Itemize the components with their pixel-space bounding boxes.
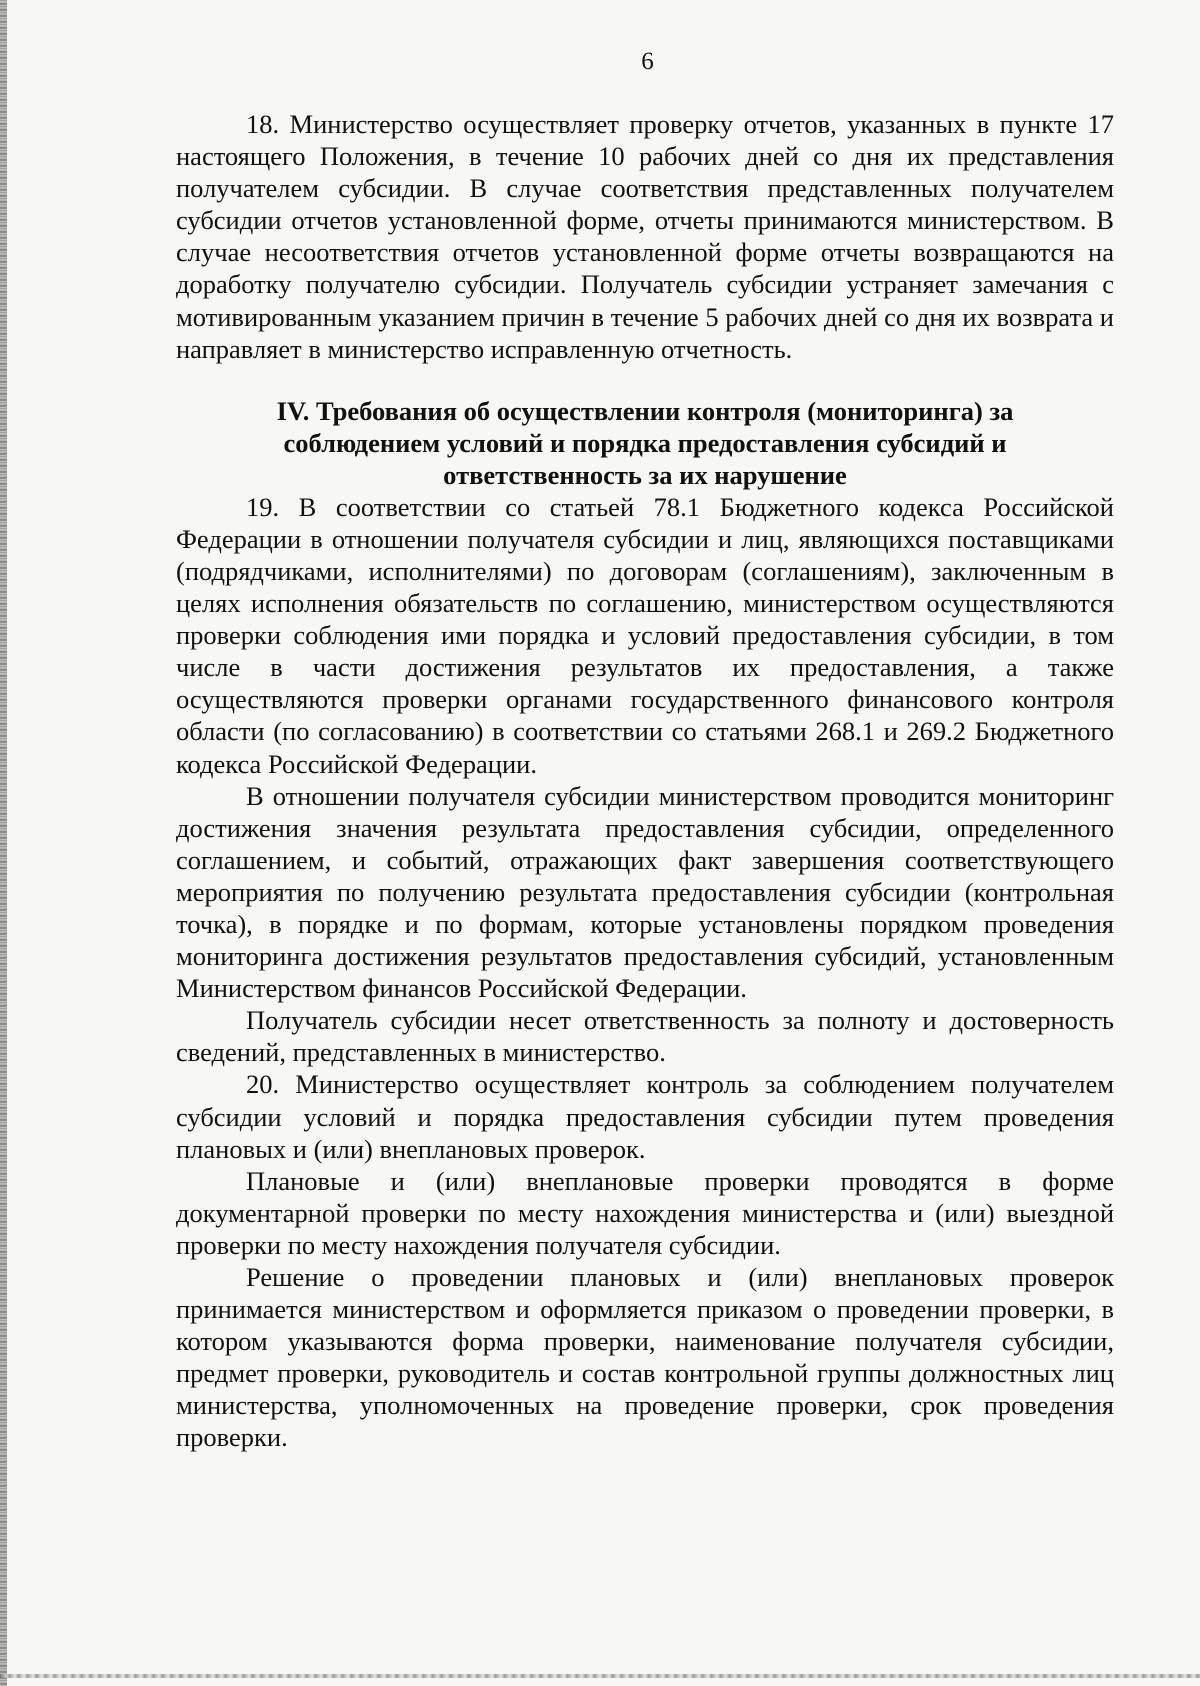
section-title-iv: IV. Требования об осуществлении контроля (мониторинга) за соблюдением условий и порядка предоставления субсидий и ответственность за их нарушение (276, 395, 1014, 490)
document-body (176, 108, 1114, 1454)
paragraph-inspection-decision: Решение о проведении плановых и (или) внеплановых проверок принимается министерством и оформляется приказом о проведении проверки, в котором указываются форма проверки, наименование получателя субсидии, предмет проверки, руководитель и состав контрольной группы должностных лиц министерства, уполномоченных на проведение проверки, срок проведения проверки. (176, 1262, 1114, 1453)
paragraph-inspection-form: Плановые и (или) внеплановые проверки проводятся в форме документарной проверки по месту нахождения министерства и (или) выездной проверки по месту нахождения получателя субсидии. (176, 1165, 1114, 1260)
scan-edge-bottom (0, 1674, 1200, 1678)
paragraph-18: 18. Министерство осуществляет проверку отчетов, указанных в пункте 17 настоящего Положения, в течение 10 рабочих дней со дня их представления получателем субсидии. В случае соответствия представленных получателем субсидии отчетов установленной форме, отчеты принимаются министерством. В случае несоответствия отчетов установленной форме отчеты возвращаются на доработку получателю субсидии. Получатель субсидии устраняет замечания с мотивированным указанием причин в течение 5 рабочих дней со дня их возврата и направляет в министерство исправленную отчетность. (176, 109, 1114, 364)
scan-edge-left (0, 0, 7, 1686)
paragraph-19: 19. В соответствии со статьей 78.1 Бюджетного кодекса Российской Федерации в отношении получателя субсидии и лиц, являющихся поставщиками (подрядчиками, исполнителями) по договорам (соглашениям), заключенным в целях исполнения обязательств по соглашению, министерством осуществляются проверки соблюдения ими порядка и условий предоставления субсидии, в том числе в части достижения результатов их предоставления, а также осуществляются проверки органами государственного финансового контроля области (по согласованию) в соответствии со статьями 268.1 и 269.2 Бюджетного кодекса Российской Федерации. (176, 491, 1114, 779)
paragraph-monitoring: В отношении получателя субсидии министерством проводится мониторинг достижения значения результата предоставления субсидии, определенного соглашением, и событий, отражающих факт завершения соответствующего мероприятия по получению результата предоставления субсидии (контрольная точка), в порядке и по формам, которые установлены порядком проведения мониторинга достижения результатов предоставления субсидий, установленным Министерством финансов Российской Федерации. (176, 780, 1114, 1004)
paragraph-responsibility: Получатель субсидии несет ответственность за полноту и достоверность сведений, представленных в министерство. (176, 1005, 1114, 1068)
paragraph-20: 20. Министерство осуществляет контроль за соблюдением получателем субсидии условий и порядка предоставления субсидии путем проведения плановых и (или) внеплановых проверок. (176, 1069, 1114, 1164)
page-number: 6 (641, 48, 654, 75)
